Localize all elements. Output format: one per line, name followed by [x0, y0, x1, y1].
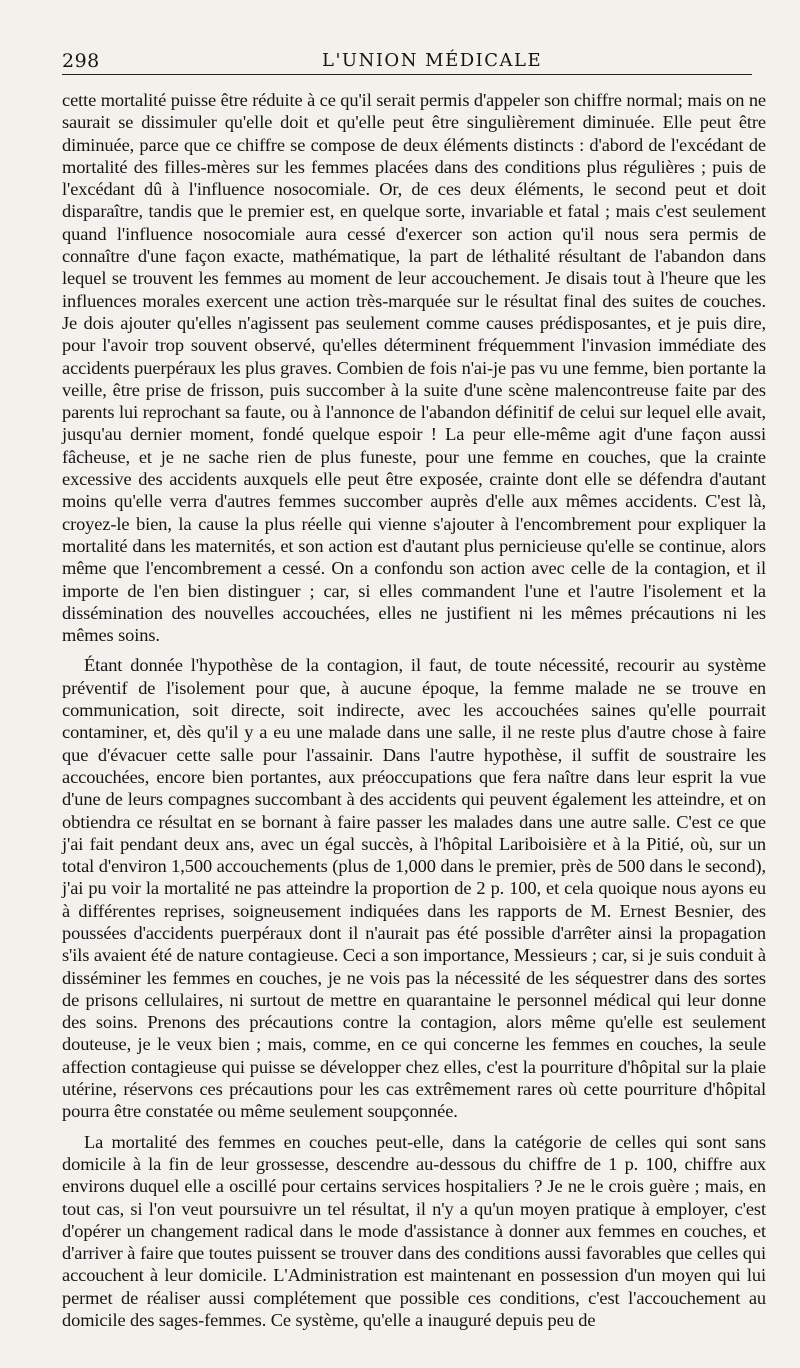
running-title: L'UNION MÉDICALE [322, 50, 543, 71]
paragraph: Étant donnée l'hypothèse de la contagion, il faut, de toute nécessité, recourir au système préventif de l'isolement pour que, à aucune époque, la femme malade ne se trouve en communication, soit directe, soit indirecte, avec les accouchées saines qu'elle pourrait contaminer, et, dès qu'il y a eu une malade dans une salle, il ne reste plus d'autre chose à faire que d'évacuer cette salle pour l'assainir. Dans l'autre hypothèse, il suffit de soustraire les accouchées, encore bien portantes, aux préoccupations que fera naître dans leur esprit la vue d'une de leurs compagnes succombant à des accidents qui peuvent également les atteindre, et on obtiendra ce résultat en se bornant à faire passer les malades dans une autre salle. C'est ce que j'ai fait pendant deux ans, avec un égal succès, à l'hôpital Lariboisière et à la Pitié, où, sur un total d'environ 1,500 accouchements (plus de 1,000 dans le premier, près de 500 dans le second), j'ai pu voir la mortalité ne pas atteindre la proportion de 2 p. 100, et cela quoique nous ayons eu à différentes reprises, soigneusement indiquées dans les rapports de M. Ernest Besnier, des poussées d'accidents puerpéraux dont il n'aurait pas été possible d'arrêter ainsi la propagation s'ils avaient été de nature contagieuse. Ceci a son importance, Messieurs ; car, si je suis conduit à disséminer les femmes en couches, je ne vois pas la nécessité de les séquestrer dans des sortes de prisons cellulaires, ni surtout de mettre en quarantaine le personnel médical qui leur donne des soins. Prenons des précautions contre la contagion, alors même qu'elle est seulement douteuse, je le veux bien ; mais, comme, en ce qui concerne les femmes en couches, la seule affection contagieuse qui puisse se développer chez elles, c'est la pourriture d'hôpital sur la plaie utérine, réservons ces précautions pour les cas extrêmement rares où cette pourriture d'hôpital pourra être constatée ou même seulement soupçonnée. [62, 655, 766, 1122]
page-number: 298 [62, 50, 100, 72]
paragraph: La mortalité des femmes en couches peut-elle, dans la catégorie de celles qui sont sans domicile à la fin de leur grossesse, descendre au-dessous du chiffre de 1 p. 100, chiffre aux environs duquel elle a oscillé pour certains services hospitaliers ? Je ne le crois guère ; mais, en tout cas, si l'on veut poursuivre un tel résultat, il n'y a qu'un moyen pratique à employer, c'est d'opérer un changement radical dans le mode d'assistance à donner aux femmes en couches, et d'arriver à faire que toutes puissent se trouver dans des conditions aussi favorables que celles qui accouchent à leur domicile. L'Administration est maintenant en possession d'un moyen qui lui permet de réaliser aussi complétement que possible ces conditions, c'est l'accouchement au domicile des sages-femmes. Ce système, qu'elle a inauguré depuis peu de [62, 1131, 766, 1331]
article-body [62, 89, 766, 1331]
paragraph: cette mortalité puisse être réduite à ce qu'il serait permis d'appeler son chiffre normal; mais on ne saurait se dissimuler qu'elle doit et qu'elle peut être singulièrement diminuée. Elle peut être diminuée, parce que ce chiffre se compose de deux éléments distincts : d'abord de l'excédant de mortalité des filles-mères sur les femmes placées dans des conditions plus régulières ; puis de l'excédant dû à l'influence nosocomiale. Or, de ces deux éléments, le second peut et doit disparaître, tandis que le premier est, en quelque sorte, invariable et fatal ; mais c'est seulement quand l'influence nosocomiale aura cessé d'exercer son action qu'il nous sera permis de connaître d'une façon exacte, mathématique, la part de léthalité résultant de l'abandon dans lequel se trouvent les femmes au moment de leur accouchement. Je disais tout à l'heure que les influences morales exercent une action très-marquée sur le résultat final des suites de couches. Je dois ajouter qu'elles n'agissent pas seulement comme causes prédisposantes, et je puis dire, pour l'avoir trop souvent observé, qu'elles déterminent fréquemment l'invasion immédiate des accidents puerpéraux les plus graves. Combien de fois n'ai-je pas vu une femme, bien portante la veille, être prise de frisson, puis succomber à la suite d'une scène malencontreuse faite par des parents lui reprochant sa faute, ou à l'annonce de l'abandon définitif de celui sur lequel elle avait, jusqu'au dernier moment, fondé quelque espoir ! La peur elle-même agit d'une façon aussi fâcheuse, et je ne sache rien de plus funeste, pour une femme en couches, que la crainte excessive des accidents auxquels elle peut être exposée, crainte dont elle se défendra d'autant moins qu'elle verra d'autres femmes succomber auprès d'elle aux mêmes accidents. C'est là, croyez-le bien, la cause la plus réelle qui vienne s'ajouter à l'encombrement pour expliquer la mortalité dans les maternités, et son action est d'autant plus pernicieuse qu'elle se continue, alors même que l'encombrement a cessé. On a confondu son action avec celle de la contagion, et il importe de l'en bien distinguer ; car, si elles commandent l'une et l'autre l'isolement et la dissémination des nouvelles accouchées, elles ne justifient ni les mêmes précautions ni les mêmes soins. [62, 90, 766, 646]
page-header [62, 40, 752, 75]
